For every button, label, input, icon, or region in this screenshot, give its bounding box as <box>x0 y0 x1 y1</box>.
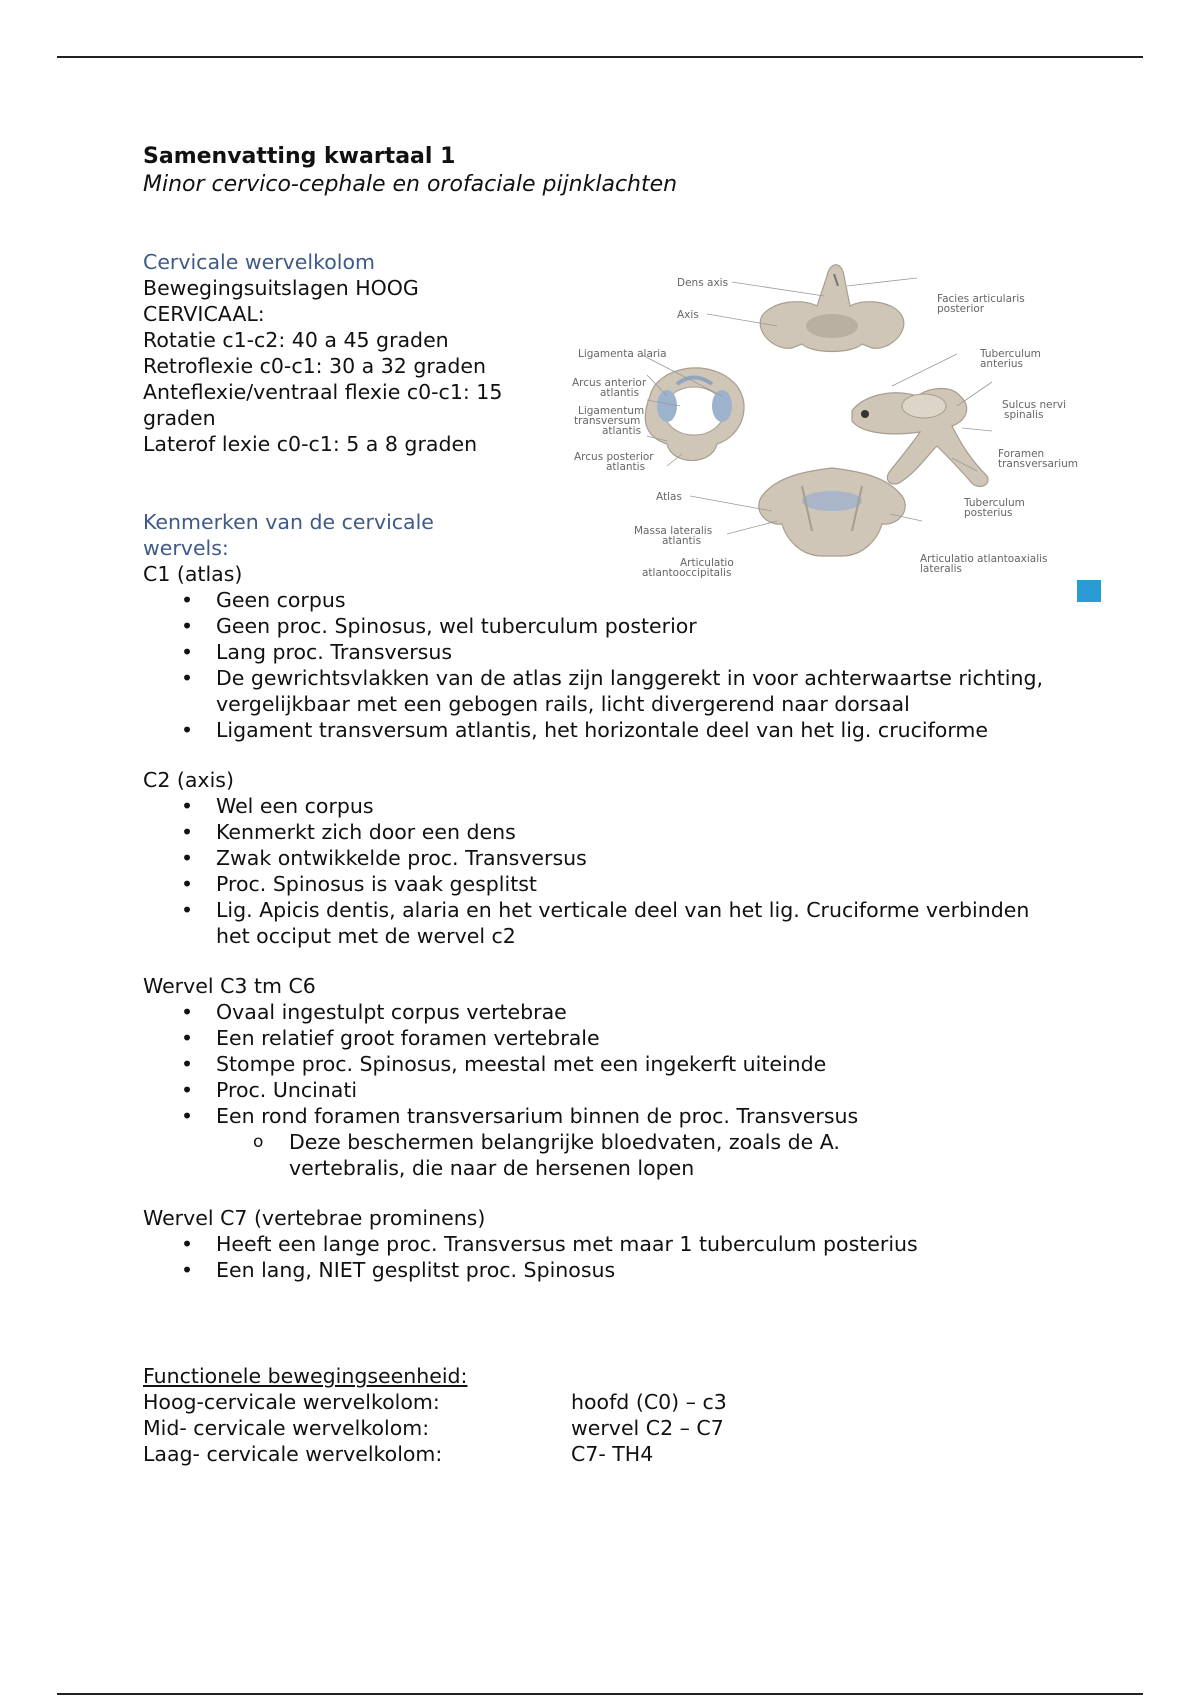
list-item: • Geen proc. Spinosus, wel tuberculum posterior <box>143 613 1103 639</box>
c7-list <box>143 1231 1103 1283</box>
features-heading <box>143 509 543 561</box>
functional-row <box>143 1389 1103 1415</box>
list-item: • Heeft een lange proc. Transversus met maar 1 tuberculum posterius <box>143 1231 1103 1257</box>
list-item: • Proc. Uncinati <box>143 1077 1103 1103</box>
functional-label: Mid- cervicale wervelkolom: <box>143 1416 430 1440</box>
cervical-line: Rotatie c1-c2: 40 a 45 graden <box>143 328 449 352</box>
label-atlantooccipitalis: atlantooccipitalis <box>642 567 732 579</box>
label-articulatio-aa: Articulatio atlantoaxialis <box>920 553 1048 565</box>
list-item: • Ligament transversum atlantis, het horizontale deel van het lig. cruciforme <box>143 717 1103 743</box>
c1-title: C1 (atlas) <box>143 562 243 586</box>
features-heading-line1: Kenmerken van de cervicale <box>143 510 434 534</box>
label-massa-lateralis: Massa lateralis <box>634 525 713 537</box>
c3c6-list <box>143 999 1103 1129</box>
functional-label: Hoog-cervicale wervelkolom: <box>143 1390 440 1414</box>
functional-value: C7- TH4 <box>571 1442 654 1466</box>
label-ligamentum: Ligamentum <box>578 405 645 417</box>
label-lateralis: lateralis <box>920 563 962 575</box>
label-massa-atlantis: atlantis <box>662 535 702 547</box>
list-item: • De gewrichtsvlakken van de atlas zijn langgerekt in voor achterwaartse richting, vergelijkbaar met een gebogen rails, licht divergerend naar dorsaal <box>143 665 1103 717</box>
c3c6-title: Wervel C3 tm C6 <box>143 974 316 998</box>
list-item: • Lig. Apicis dentis, alaria en het verticale deel van het lig. Cruciforme verbinden het occiput met de wervel c2 <box>143 897 1103 949</box>
label-ligamenta-alaria: Ligamenta alaria <box>578 348 667 360</box>
cervical-right-illustration <box>852 389 988 487</box>
label-foramen: Foramen <box>998 448 1045 460</box>
doc-title: Samenvatting kwartaal 1 <box>143 144 456 169</box>
list-item: • Geen corpus <box>143 587 1103 613</box>
label-facies-posterior: posterior <box>937 303 985 315</box>
bottom-rule <box>57 1693 1143 1695</box>
label-posterius: posterius <box>964 507 1013 519</box>
label-sulcus: Sulcus nervi <box>1002 399 1067 411</box>
vertebrae-illustration <box>572 256 1102 606</box>
functional-value: hoofd (C0) – c3 <box>571 1390 727 1414</box>
list-item: • Een relatief groot foramen vertebrale <box>143 1025 1103 1051</box>
cervical-line: CERVICAAL: <box>143 302 265 326</box>
cervical-heading: Cervicale wervelkolom <box>143 250 375 274</box>
c3c6-sublist <box>143 1129 1103 1181</box>
label-arcus-anterior-2: atlantis <box>600 387 640 399</box>
list-item: • Een rond foramen transversarium binnen de proc. Transversus <box>143 1103 1103 1129</box>
label-arcus-posterior-2: atlantis <box>606 461 646 473</box>
sub-list-item: o Deze beschermen belangrijke bloedvaten, zoals de A. vertebralis, die naar de hersenen lopen <box>143 1129 1103 1181</box>
label-axis: Axis <box>677 309 699 321</box>
label-arcus-anterior: Arcus anterior <box>572 377 647 389</box>
label-spinalis: spinalis <box>1004 409 1044 421</box>
doc-subtitle: Minor cervico-cephale en orofaciale pijnklachten <box>143 172 678 197</box>
list-item: • Proc. Spinosus is vaak gesplitst <box>143 871 1103 897</box>
c1-list <box>143 587 1103 743</box>
list-item: • Een lang, NIET gesplitst proc. Spinosus <box>143 1257 1103 1283</box>
label-dens-axis: Dens axis <box>677 277 729 289</box>
list-item: • Ovaal ingestulpt corpus vertebrae <box>143 999 1103 1025</box>
cervical-line: Laterof lexie c0-c1: 5 a 8 graden <box>143 432 478 456</box>
cervical-line: Bewegingsuitslagen HOOG <box>143 276 419 300</box>
cervical-line: graden <box>143 406 216 430</box>
label-transversum: transversum <box>574 415 641 427</box>
label-tuberculum-anterius: Tuberculum <box>980 348 1041 360</box>
list-item: • Lang proc. Transversus <box>143 639 1103 665</box>
c2-title: C2 (axis) <box>143 768 234 792</box>
atlantoaxial-bottom-illustration <box>759 468 905 556</box>
label-transversarium: transversarium <box>998 458 1079 470</box>
cervical-line: Retroflexie c0-c1: 30 a 32 graden <box>143 354 486 378</box>
functional-heading: Functionele bewegingseenheid: <box>143 1364 468 1388</box>
functional-row <box>143 1415 1103 1441</box>
label-transversum-atlantis: atlantis <box>602 425 642 437</box>
axis-top-illustration <box>760 265 904 352</box>
top-rule <box>57 56 1143 58</box>
functional-value: wervel C2 – C7 <box>571 1416 724 1440</box>
label-arcus-posterior: Arcus posterior <box>574 451 654 463</box>
functional-label: Laag- cervicale wervelkolom: <box>143 1442 443 1466</box>
label-anterius: anterius <box>980 358 1024 370</box>
c2-list <box>143 793 1103 949</box>
label-articulatio: Articulatio <box>680 557 734 569</box>
label-facies: Facies articularis <box>937 293 1025 305</box>
list-item: • Wel een corpus <box>143 793 1103 819</box>
brand-logo-icon <box>1077 580 1101 602</box>
c7-title: Wervel C7 (vertebrae prominens) <box>143 1206 486 1230</box>
list-item: • Zwak ontwikkelde proc. Transversus <box>143 845 1103 871</box>
cervical-section <box>143 249 543 457</box>
features-heading-line2: wervels: <box>143 536 229 560</box>
list-item: • Kenmerkt zich door een dens <box>143 819 1103 845</box>
list-item: • Stompe proc. Spinosus, meestal met een ingekerft uiteinde <box>143 1051 1103 1077</box>
functional-row <box>143 1441 1103 1467</box>
label-tuberculum-posterius: Tuberculum <box>964 497 1025 509</box>
label-atlas: Atlas <box>656 491 682 503</box>
cervical-line: Anteflexie/ventraal flexie c0-c1: 15 <box>143 380 503 404</box>
